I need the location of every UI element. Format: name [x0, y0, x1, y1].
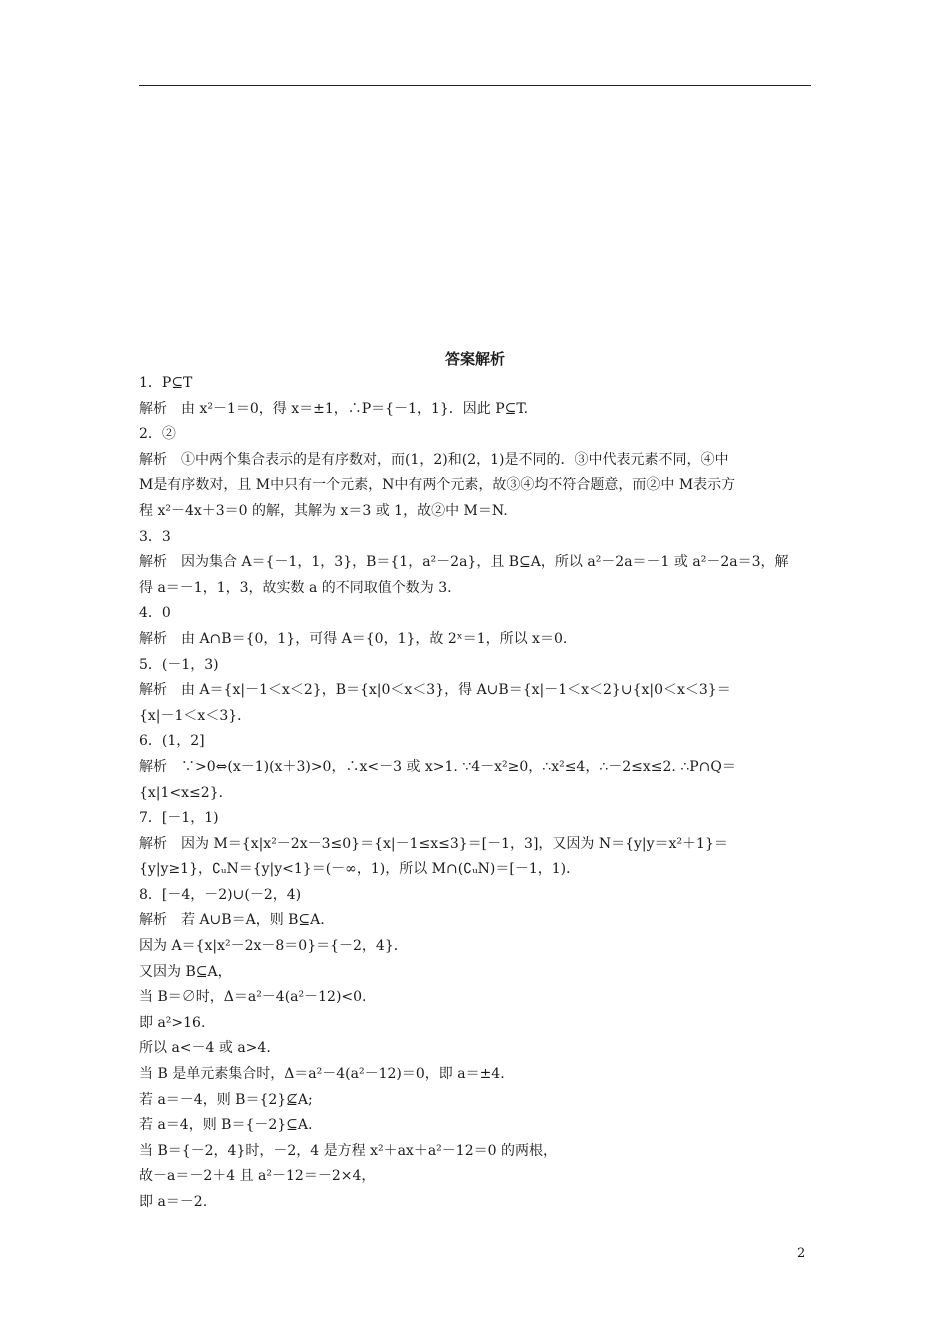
text-line: 若 a＝－4，则 B＝{2}⊈A;: [139, 1091, 313, 1108]
text-line: 解析 ①中两个集合表示的是有序数对，而(1，2)和(2，1)是不同的．③中代表元素不同，④中: [139, 451, 729, 468]
text-line: {x|－1＜x＜3}．: [139, 707, 252, 724]
text-line: 得 a＝－1，1，3，故实数 a 的不同取值个数为 3.: [139, 579, 452, 596]
text-line: 解析 由 x²－1＝0，得 x＝±1，∴P＝{－1，1}．因此 P⊆T.: [139, 400, 529, 417]
text-line: 2．②: [139, 426, 176, 443]
text-line: 8．[－4，－2)∪(－2，4): [139, 886, 302, 903]
text-line: 解析 由 A＝{x|－1＜x＜2}，B＝{x|0＜x＜3}，得 A∪B＝{x|－1＜x＜2}∪{x|0＜x＜3}＝: [139, 682, 731, 699]
text-line: {x|1<x≤2}．: [139, 784, 233, 801]
text-line: {y|y≥1}，∁ᵤN＝{y|y<1}＝(－∞，1)，所以 M∩(∁ᵤN)＝[－1，1)．: [139, 861, 581, 878]
text-line: 解析 若 A∪B＝A，则 B⊆A.: [139, 912, 325, 929]
header-rule: [139, 85, 811, 86]
text-line: 解析 由 A∩B＝{0，1}，可得 A＝{0，1}，故 2ˣ＝1，所以 x＝0.: [139, 630, 568, 647]
page-number: 2: [797, 1246, 806, 1261]
text-line: 解析 因为 M＝{x|x²－2x－3≤0}＝{x|－1≤x≤3}＝[－1，3]，又因为 N＝{y|y＝x²＋1}＝: [139, 835, 728, 852]
text-line: M是有序数对，且 M中只有一个元素，N中有两个元素，故③④均不符合题意，而②中 M表示方: [139, 477, 736, 494]
text-line: 所以 a<－4 或 a>4.: [139, 1040, 271, 1057]
text-line: 当 B＝∅时，Δ＝a²－4(a²－12)<0.: [139, 989, 367, 1006]
text-line: 解析 ∵>0⇔(x－1)(x＋3)>0，∴x<－3 或 x>1. ∵4－x²≥0，∴x²≤4，∴－2≤x≤2. ∴P∩Q＝: [139, 758, 736, 775]
text-line: 程 x²－4x＋3＝0 的解，其解为 x＝3 或 1，故②中 M＝N.: [139, 502, 508, 519]
text-line: 7．[－1，1): [139, 810, 219, 827]
text-line: 又因为 B⊆A，: [139, 963, 232, 980]
text-line: 即 a²>16.: [139, 1014, 206, 1031]
text-line: 故－a＝－2＋4 且 a²－12＝－2×4，: [139, 1168, 376, 1185]
text-line: 6．(1，2]: [139, 733, 205, 750]
text-line: 当 B 是单元素集合时，Δ＝a²－4(a²－12)＝0，即 a＝±4.: [139, 1066, 505, 1083]
text-line: 解析 因为集合 A＝{－1，1，3}，B＝{1，a²－2a}，且 B⊆A，所以 a²－2a＝－1 或 a²－2a＝3，解: [139, 554, 789, 571]
text-line: 当 B＝{－2，4}时，－2，4 是方程 x²＋ax＋a²－12＝0 的两根，: [139, 1142, 557, 1159]
text-line: 因为 A＝{x|x²－2x－8＝0}＝{－2，4}．: [139, 938, 408, 955]
text-line: 1．P⊆T: [139, 375, 193, 391]
text-line: 若 a＝4，则 B＝{－2}⊆A.: [139, 1117, 313, 1134]
answer-body: [139, 371, 811, 1216]
text-line: 即 a＝－2.: [139, 1194, 208, 1210]
text-line: 3．3: [139, 528, 171, 545]
text-line: 5．(－1，3): [139, 656, 219, 673]
section-heading: 答案解析: [444, 350, 505, 368]
text-line: 4．0: [139, 605, 171, 622]
